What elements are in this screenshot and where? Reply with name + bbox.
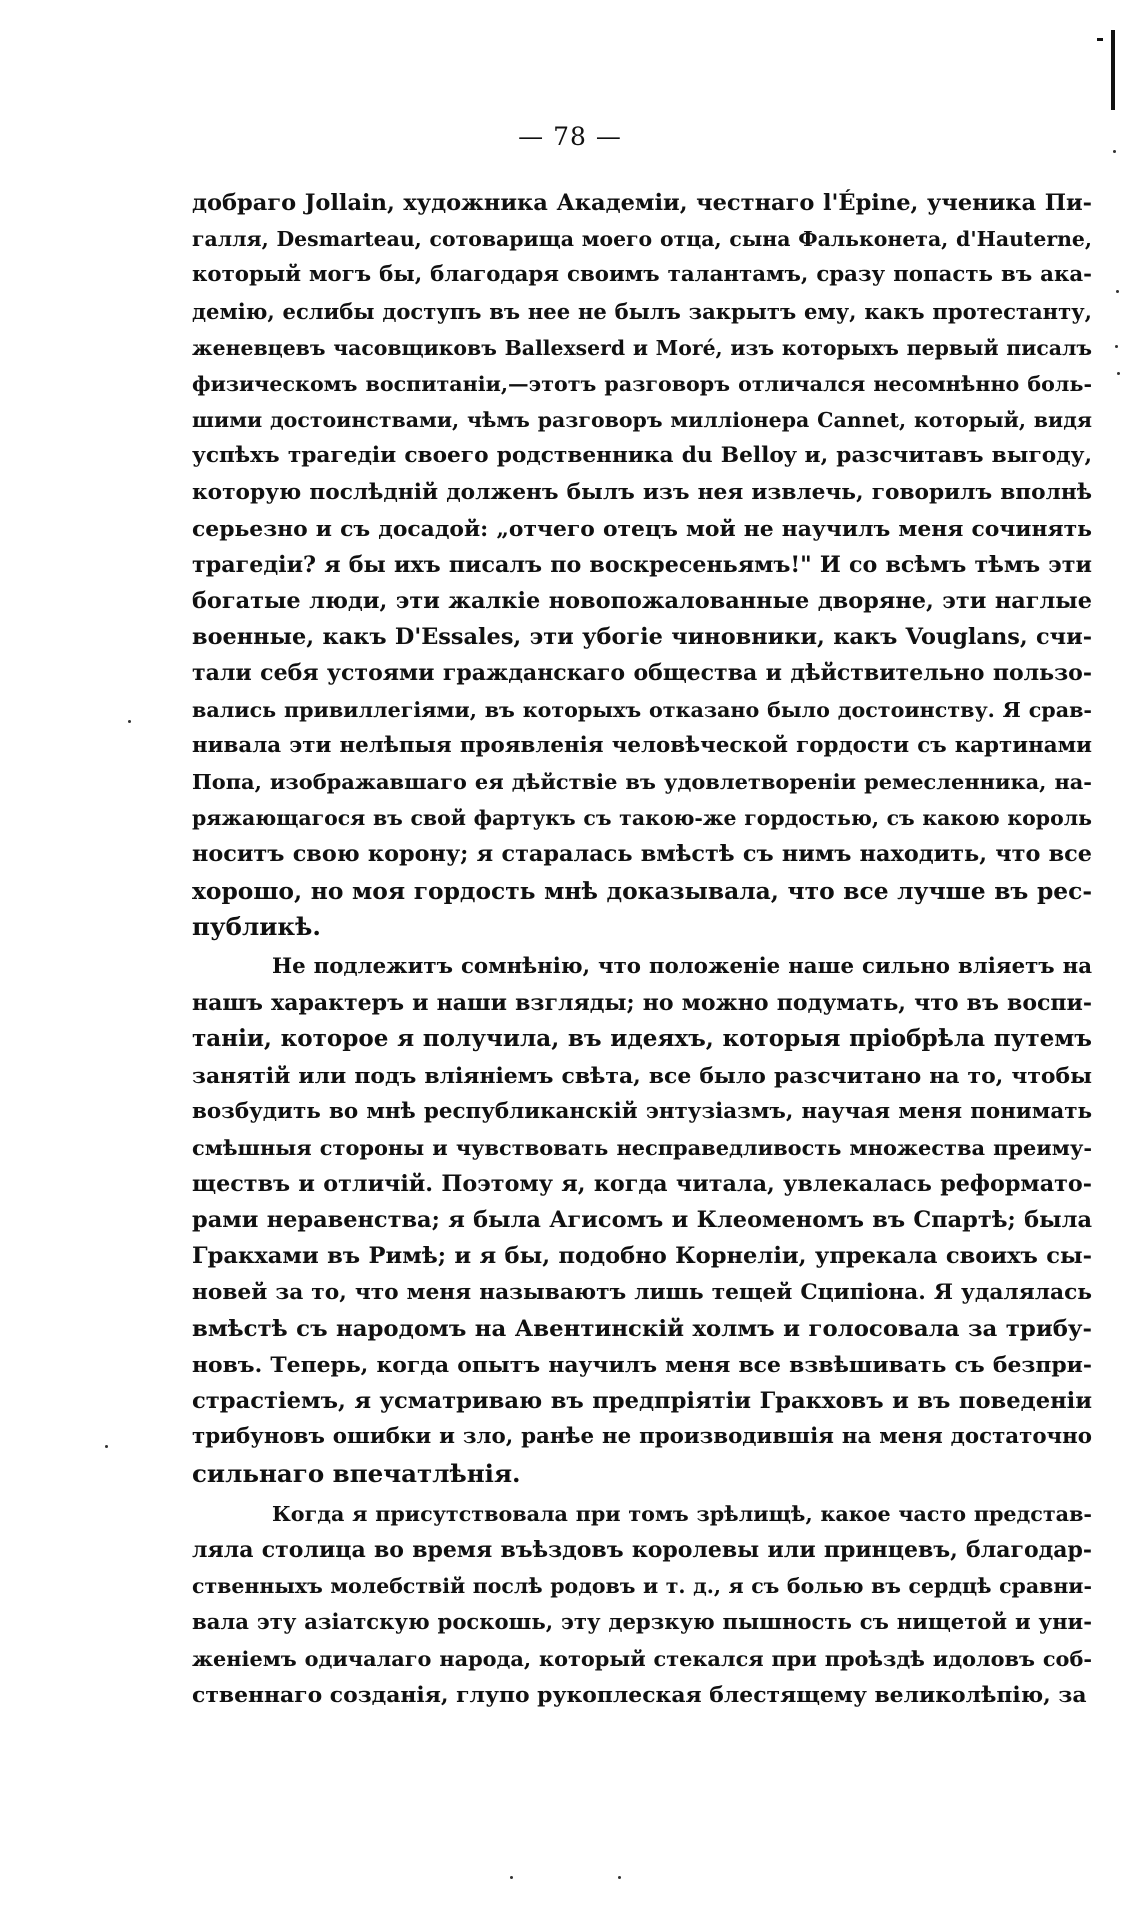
- body-text: [192, 185, 1092, 1713]
- text-line: галля, Desmarteau, сотоварища моего отца, сына Фальконета, d'Hauterne,: [192, 227, 1092, 252]
- text-line: Гракхами въ Римѣ; и я бы, подобно Корнеліи, упрекала своихъ сы-: [192, 1243, 1092, 1270]
- scan-speck: [1115, 345, 1118, 348]
- scan-speck: [1113, 150, 1116, 153]
- text-line: таніи, которое я получила, въ идеяхъ, которыя пріобрѣла путемъ: [192, 1025, 1092, 1053]
- text-line: демію, еслибы доступъ въ нее не былъ закрытъ ему, какъ протестанту,: [192, 298, 1092, 324]
- text-line: публикѣ.: [192, 911, 321, 941]
- text-line: новей за то, что меня называютъ лишь тещей Сципіона. Я удалялась: [192, 1279, 1092, 1305]
- scan-edge-mark: [1097, 38, 1103, 41]
- text-line: нашъ характеръ и наши взгляды; но можно подумать, что въ воспи-: [192, 990, 1092, 1017]
- text-line: ществъ и отличій. Поэтому я, когда читала, увлекалась реформато-: [192, 1171, 1092, 1198]
- paragraph: [192, 1496, 1092, 1713]
- paragraph: [192, 185, 1092, 945]
- text-line: хорошо, но моя гордость мнѣ доказывала, что все лучше въ рес-: [192, 876, 1092, 905]
- scan-speck: [618, 1876, 621, 1879]
- text-line: успѣхъ трагедіи своего родственника du Belloy и, разсчитавъ выгоду,: [192, 443, 1092, 469]
- scan-speck: [105, 1445, 108, 1448]
- text-line: смѣшныя стороны и чувствовать несправедливость множества преиму-: [192, 1134, 1092, 1160]
- text-line: рами неравенства; я была Агисомъ и Клеоменомъ въ Спартѣ; была: [192, 1207, 1092, 1234]
- text-line: трибуновъ ошибки и зло, ранѣе не производившія на меня достаточно: [192, 1424, 1092, 1450]
- page-number: — 78 —: [518, 122, 622, 151]
- text-line: шими достоинствами, чѣмъ разговоръ милліонера Cannet, который, видя: [192, 408, 1092, 433]
- text-line: занятій или подъ вліяніемъ свѣта, все было разсчитано на то, чтобы: [192, 1062, 1092, 1089]
- text-line: серьезно и съ досадой: „отчего отецъ мой не научилъ меня сочинять: [192, 515, 1092, 542]
- text-line: вала эту азіатскую роскошь, эту дерзкую пышность съ нищетой и уни-: [192, 1609, 1092, 1635]
- text-line: богатые люди, эти жалкіе новопожалованные дворяне, эти наглые: [192, 588, 1092, 615]
- scan-speck: [128, 720, 131, 723]
- text-line: добраго Jollain, художника Академіи, честнаго l'Épine, ученика Пи-: [192, 190, 1092, 216]
- text-line: Когда я присутствовала при томъ зрѣлищѣ, какое часто представ-: [272, 1501, 1092, 1526]
- scan-edge-mark: [1111, 30, 1115, 110]
- text-line: вались привиллегіями, въ которыхъ отказано было достоинству. Я срав-: [192, 697, 1092, 722]
- text-line: ляла столица во время въѣздовъ королевы или принцевъ, благодар-: [192, 1536, 1092, 1563]
- text-line: носитъ свою корону; я старалась вмѣстѣ съ нимъ находить, что все: [192, 841, 1092, 868]
- text-line: новъ. Теперь, когда опытъ научилъ меня все взвѣшивать съ безпри-: [192, 1352, 1092, 1378]
- text-line: физическомъ воспитаніи,—этотъ разговоръ отличался несомнѣнно боль-: [192, 371, 1092, 396]
- text-line: вмѣстѣ съ народомъ на Авентинскій холмъ и голосовала за трибу-: [192, 1315, 1092, 1342]
- scan-speck: [510, 1876, 513, 1879]
- text-line: тали себя устоями гражданскаго общества и дѣйствительно пользо-: [192, 660, 1092, 687]
- scan-speck: [1116, 290, 1119, 293]
- text-line: Попа, изображавшаго ея дѣйствіе въ удовлетвореніи ремесленника, на-: [192, 769, 1092, 794]
- text-line: нивала эти нелѣпыя проявленія человѣческой гордости съ картинами: [192, 732, 1092, 758]
- text-line: Не подлежитъ сомнѣнію, что положеніе наше сильно вліяетъ на: [272, 953, 1092, 979]
- text-line: страстіемъ, я усматриваю въ предпріятіи Гракховъ и въ поведеніи: [192, 1388, 1092, 1415]
- text-line: женіемъ одичалаго народа, который стекался при проѣздѣ идоловъ соб-: [192, 1645, 1092, 1671]
- text-line: ряжающагося въ свой фартукъ съ такою-же гордостью, съ какою король: [192, 806, 1092, 831]
- text-line: военные, какъ D'Essales, эти убогіе чиновники, какъ Vouglans, счи-: [192, 624, 1092, 651]
- text-line: сильнаго впечатлѣнія.: [192, 1458, 521, 1488]
- text-line: женевцевъ часовщиковъ Ballexserd и Moré, изъ которыхъ первый писалъ: [192, 335, 1092, 360]
- text-line: возбудить во мнѣ республиканскій энтузіазмъ, научая меня понимать: [192, 1098, 1092, 1124]
- scan-speck: [1117, 372, 1120, 375]
- text-line: которую послѣдній долженъ былъ изъ нея извлечь, говорилъ вполнѣ: [192, 479, 1092, 505]
- paragraph: [192, 949, 1092, 1492]
- text-line: который могъ бы, благодаря своимъ талантамъ, сразу попасть въ ака-: [192, 262, 1092, 288]
- text-line: трагедіи? я бы ихъ писалъ по воскресеньямъ!" И со всѣмъ тѣмъ эти: [192, 551, 1092, 578]
- text-line: ственныхъ молебствій послѣ родовъ и т. д., я съ болью въ сердцѣ сравни-: [192, 1574, 1092, 1599]
- text-line: ственнаго созданія, глупо рукоплеская блестящему великолѣпію, за: [192, 1681, 1087, 1708]
